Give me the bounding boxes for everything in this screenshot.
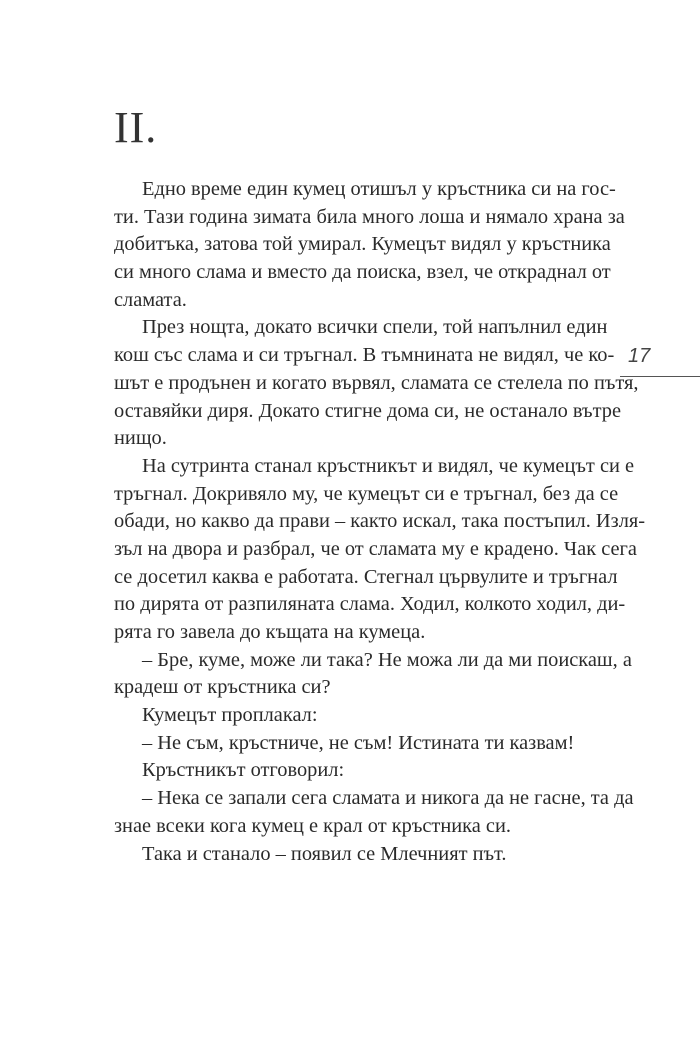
page-number: 17: [628, 345, 651, 367]
text-line: зъл на двора и разбрал, че от сламата му е крадено. Чак сега: [114, 537, 637, 560]
text-line: обади, но какво да прави – както искал, така постъпил. Изля-: [114, 510, 646, 533]
text-line: Едно време един кумец отишъл у кръстника си на гос-: [142, 178, 616, 200]
text-line: нищо.: [114, 427, 167, 450]
text-line: оставяйки диря. Докато стигне дома си, не останало вътре: [114, 399, 621, 422]
text-line: На сутринта станал кръстникът и видял, че кумецът си е: [142, 454, 635, 477]
chapter-title: II.: [114, 103, 158, 152]
text-line: знае всеки кога кумец е крал от кръстника си.: [114, 814, 511, 837]
text-line: добитъка, затова той умирал. Кумецът видял у кръстника: [114, 233, 611, 256]
text-line: шът е продънен и когато вървял, сламата се стелела по пътя,: [114, 371, 639, 394]
text-line: Така и станало – появил се Млечният път.: [142, 842, 507, 865]
text-line: си много слама и вместо да поиска, взел, че откраднал от: [114, 261, 611, 284]
text-line: се досетил каква е работата. Стегнал цървулите и тръгнал: [114, 565, 618, 588]
text-line: Кумецът проплакал:: [142, 704, 318, 727]
text-line: сламата.: [114, 288, 187, 311]
text-line: по дирята от разпиляната слама. Ходил, колкото ходил, ди-: [114, 593, 626, 616]
text-line: тръгнал. Докривяло му, че кумецът си е тръгнал, без да се: [114, 482, 619, 505]
text-line: кош със слама и си тръгнал. В тъмнината не видял, че ко-: [114, 344, 615, 367]
text-line: крадеш от кръстника си?: [114, 676, 331, 699]
text-line: – Бре, куме, може ли така? Не можа ли да ми поискаш, а: [142, 648, 632, 671]
text-line: – Не съм, кръстниче, не съм! Истината ти казвам!: [142, 731, 575, 754]
text-line: рята го завела до къщата на кумеца.: [114, 621, 426, 643]
text-line: ти. Тази година зимата била много лоша и нямало храна за: [114, 205, 625, 228]
text-line: Кръстникът отговорил:: [142, 759, 345, 782]
page-number-rule: [620, 376, 700, 377]
text-line: – Нека се запали сега сламата и никога да не гасне, та да: [142, 787, 634, 810]
text-line: През нощта, докато всички спели, той напълнил един: [142, 316, 608, 339]
